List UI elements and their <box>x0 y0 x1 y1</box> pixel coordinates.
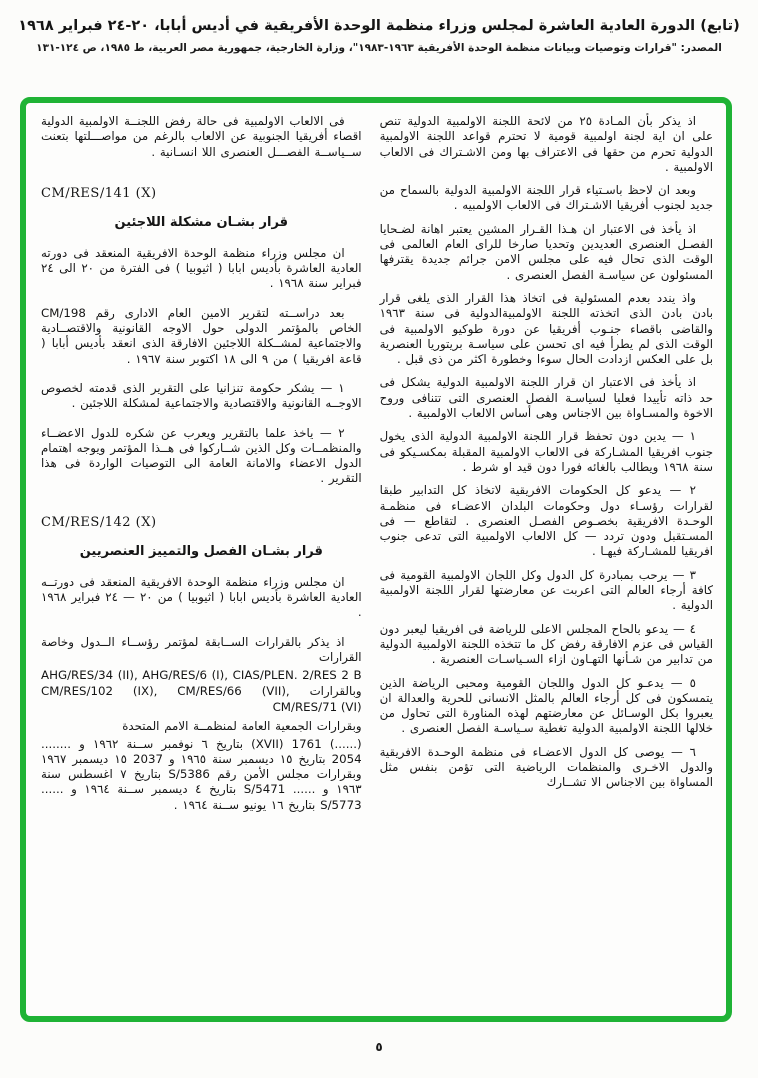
document-header <box>0 16 758 54</box>
resolution-title-apartheid: قرار بشـان الفصل والتمييز العنصريين <box>79 543 323 559</box>
resolution-item-3: ٣ — يرحب بمبادرة كل الدول وكل اللجان الاولمبية القومية فى كافة أرجاء العالم التى اعربت عن معارضتها لقرار اللجنة الاولمبية الدولية . <box>379 567 713 613</box>
paragraph-considering-support: اذ يأخذ فى الاعتبار ان قرار اللجنة الاولمبية الدولية يشكل فى حد ذاته تأييدا فعليا لسياسـة الفصل العنصرى التى تتنافى وروح الاخوة والمسـاواة بين الاجناس وهى أساس الالعاب الاولمبية . <box>379 375 713 421</box>
paragraph-council-session-141: ان مجلس وزراء منظمة الوحدة الافريقية المنعقد فى دورته العادية العاشرة بأديس ابابا ( اثيوبيا ) فى الفترة من ٢٠ الى ٢٤ فبراير سنة ١٩٦٨ . <box>41 245 362 291</box>
paragraph-un-intro: وبقرارات الجمعية العامة لمنظمــة الامم المتحدة <box>122 719 362 734</box>
resolution-item-1: ١ — يدين دون تحفظ قرار اللجنة الاولمبية الدولية الذى يخول جنوب افريقيا المشـاركة فى الالعاب الاولمبية المقبلة بمكسـيكو فى سنة ١٩٦٨ ويطالب بالغائه فورا دون قيد او شرط . <box>379 429 713 474</box>
resolution-item-6: ٦ — يوصى كل الدول الاعضـاء فى منظمة الوحـدة الافريقية والدول الاخـرى والمنظمات الرياضية التى تؤمن بنفس مثل المساواة بين الاجناس الا تشــارك <box>379 744 713 790</box>
resolution-title-refugees: قرار بشـان مشكلة اللاجئين <box>114 214 289 230</box>
paragraph-continuation: فى الالعاب الاولمبية فى حالة رفض اللجنــة الاولمبية الدولية اقصاء أفريقيا الجنوبية عن الالعاب بالرغم من مواصـــلتها بتعنت ســياســة الفصـــل العنصرى اللا انسـانية . <box>41 114 362 159</box>
header-source: المصدر: "قرارات وتوصيات وبيانات منظمة الوحدة الأفريقية ١٩٦٣-١٩٨٣"، وزارة الخارجية، جمهورية مصر العربية، ط ١٩٨٥، ص ١٢٤-١٣١ <box>36 42 722 54</box>
resolution-code-cm-res-141: CM/RES/141 (X) <box>41 185 157 201</box>
resolution-references: AHG/RES/34 (II), AHG/RES/6 (I), CIAS/PLEN. 2/RES 2 B وبالقرارات CM/RES/102 (IX), CM/RES/66 (VII), CM/RES/71 (VI) <box>41 668 362 715</box>
header-title: (تابع) الدورة العادية العاشرة لمجلس وزراء منظمة الوحدة الأفريقية في أديس أبابا، ٢٠-٢٤ فبراير ١٩٦٨ <box>18 18 740 34</box>
paragraph-denouncing-baden: واذ يندد بعدم المسئولية فى اتخاذ هذا القرار الذى يلغى قرار بادن بادن الذى اتخذته اللجنة الاولمبيةالدولية فى سنة ١٩٦٣ والقاضى باقصاء جنـوب أفريقيا عن دورة طوكيو الاولمبية فى الوقت الذى لم يطرأ فيه اى تحسن على سياسـة بريتوريا العنصرية بل على العكس ازدادت الحال سوءا وخطورة اكثر من ذى قبل . <box>379 290 713 367</box>
paragraph-report-cm198: بعد دراســته لتقرير الامين العام الادارى رقم CM/198 الخاص بالمؤتمر الدولى حول الاوجه القانونية والاقتصــادية والاجتماعية لمشــكلة اللاجئين الافارقة الذى انعقد بأديس أبابا ( قاعة افريقيا ) من ٩ الى ١٨ اكتوبر سنة ١٩٦٧ . <box>41 305 362 366</box>
resolution-141-item-2: ٢ — ياخذ علما بالتقرير ويعرب عن شكره للدول الاعضــاء والمنظمــات وكل الذين شــاركوا فى هــذا المؤتمر ويوجه اهتمام الدول الاعضاء والامانة العامة الى التوصيات الواردة فى هذا التقرير . <box>41 425 362 486</box>
resolution-item-4: ٤ — يدعو بالحاح المجلس الاعلى للرياضة فى افريقيا ليعبر دون القياس فى عزم الافارقة رفض كل ما تتخذه اللجنة الاولمبية الدولية من تدابير من شـأنها التهـاون ازاء السـياسـات العنصرية . <box>379 621 713 667</box>
two-column-layout <box>26 103 726 821</box>
paragraph-recall-article25: اذ يذكر بأن المـادة ٢٥ من لائحة اللجنة الاولمبية الدولية تنص على ان اية لجنة اولمبية قومية لا تحترم قواعد اللجنة الاولمبية الدولية تحرم من حقها فى الاعتراف بها ومن الاشـتراك فى الالعاب الاولمبية . <box>379 114 713 174</box>
column-right <box>380 114 713 821</box>
column-left <box>41 114 362 821</box>
paragraph-considering-insult: اذ يأخذ فى الاعتبار ان هـذا القـرار المشين يعتبر اهانة لضـحايا الفصـل العنصرى العديدين وتحديا صارخا للراى العام العالمى فى الوقت الذى تحال فيه على مجلس الامن جرائم جديدة يقترفها المسئولون عن سياسـة الفصل العنصرى . <box>379 221 713 282</box>
resolution-code-cm-res-142: CM/RES/142 (X) <box>41 514 157 530</box>
resolution-item-5: ٥ — يدعـو كل الدول واللجان القومية ومحبى الرياضة الذين يتمسكون فى كل أرجاء العالم بالمثل الانسانى للحرية والعدالة ان يعبروا بكل الوسـائل عن معارضتهم لهذه المناورة التى تحاول من خلالها اللجنة الاولمبية الدولية تغطية سـياسـة الفصل العنصرى . <box>379 675 713 736</box>
resolution-item-2: ٢ — يدعو كل الحكومات الافريقية لاتخاذ كل التدابير طبقا لقرارات رؤسـاء دول وحكومات البلدان الاعضـاء فى منظمـة الوحـدة الافريقية بخصـوص الفصـل العنصرى . لتقاطع — فى المسـتقبل ودون تردد — كل الالعاب الاولمبية التى تدعى جنوب افريقيا للمشـاركة فيهـا . <box>379 483 713 559</box>
paragraph-council-session-142: ان مجلس وزراء منظمة الوحدة الافريقية المنعقد فى دورتــه العادية العاشرة بأديس ابابا ( اثيوبيا ) من ٢٠ — ٢٤ فبراير ١٩٦٨ . <box>41 574 362 620</box>
paragraph-recalling-resolutions: اذ يذكر بالقرارات الســابقة لمؤتمر رؤســاء الــدول وخاصة القرارات <box>41 634 362 664</box>
page-number: ٥ <box>375 1040 383 1054</box>
resolution-141-item-1: ١ — يشكر حكومة تنزانيا على التقرير الذى قدمته لخصوص الاوجــه القانونية والاقتصادية والاجتماعية لمشكلة اللاجئين . <box>41 380 362 411</box>
document-frame <box>20 97 732 1022</box>
paragraph-noting-ioc-decision: وبعد ان لاحظ باسـتياء قرار اللجنة الاولمبية الدولية بالسماح من جديد لجنوب أفريقيا الاشـتراك فى الالعاب الاولمبيه . <box>379 183 713 213</box>
paragraph-un-resolutions: (......) 1761 (XVII) بتاريخ ٦ نوفمبر ســنة ١٩٦٢ و ........ 2054 بتاريخ ١٥ ديسمبر سنة ١٩٦٥ و 2037 ١٥ ديسمبر ١٩٦٧ وبقرارات مجلس الأمن رقم S/5386 بتاريخ ٧ اغسطس سنة ١٩٦٣ و ...... S/5471 بتاريخ ٤ ديسمبر ســنة ١٩٦٤ و ...... S/5773 بتاريخ ١٦ يونيو ســنة ١٩٦٤ . <box>41 736 362 812</box>
